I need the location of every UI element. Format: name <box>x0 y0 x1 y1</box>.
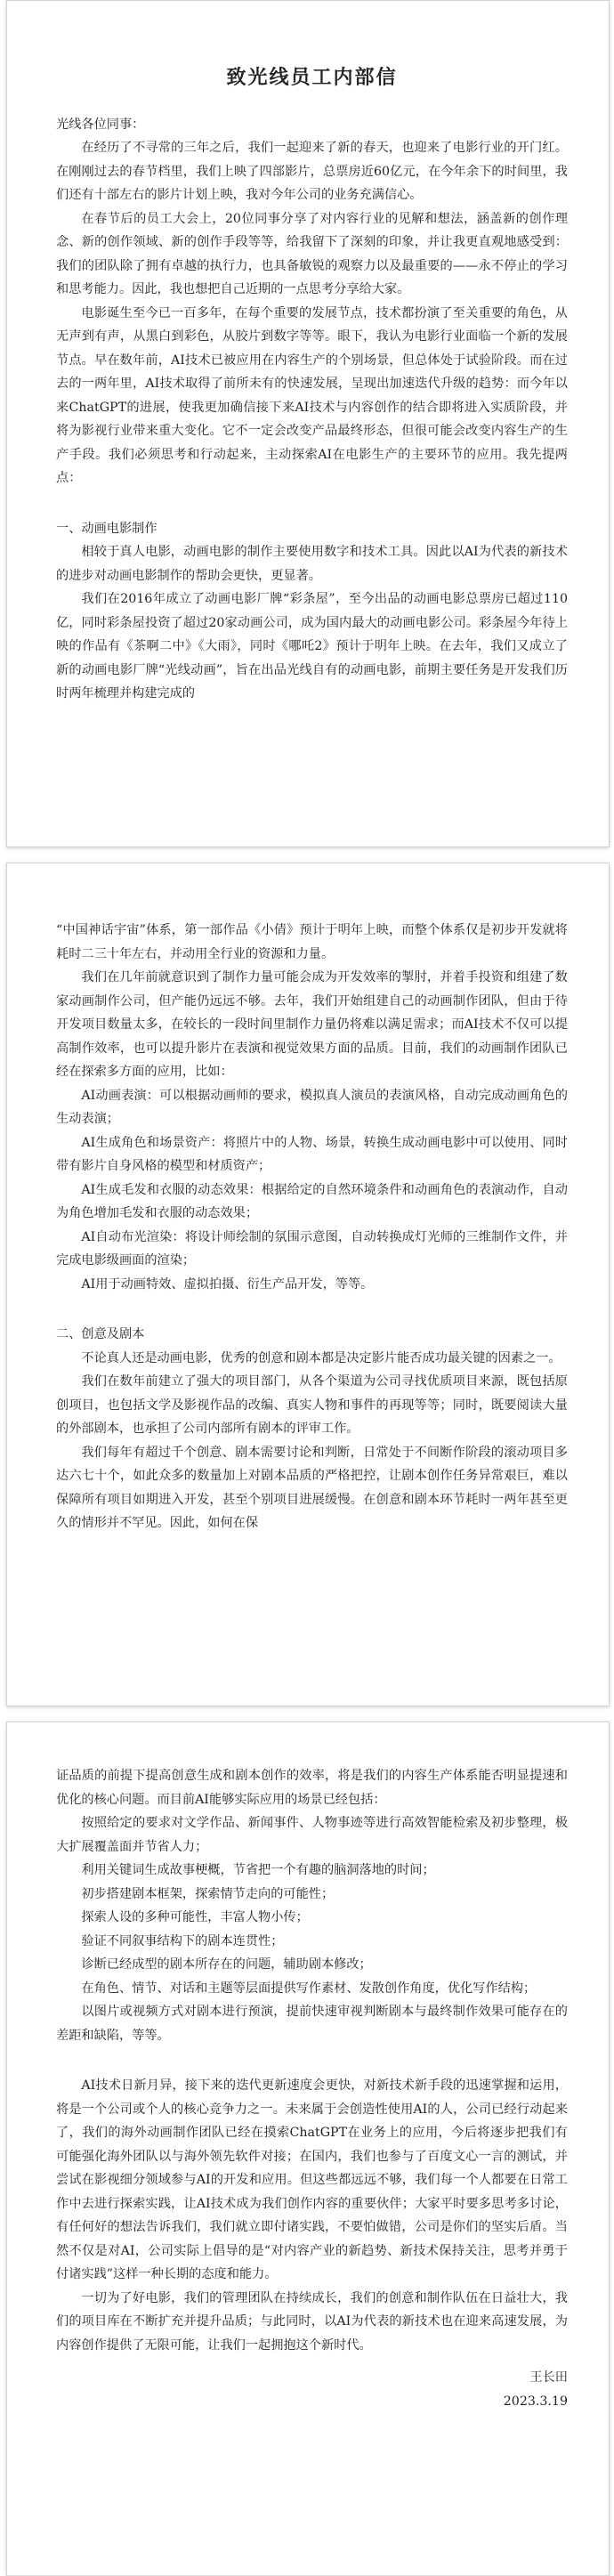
section-heading: 二、创意及剧本 <box>56 1327 145 1341</box>
letter-page-1 <box>6 0 610 847</box>
paragraph: 在春节后的员工大会上，20位同事分享了对内容行业的见解和想法，涵盖新的创作理念、新的创作领域、新的创作手段等等，给我留下了深刻的印象，并让我更直观地感受到：我们的团队除了拥有卓越的执行力，也具备敏锐的观察力以及最重要的——永不停止的学习和思考能力。因此，我也想把自己近期的一点思考分享给大家。 <box>56 211 568 296</box>
list-item: 按照给定的要求对文学作品、新闻事件、人物事迹等进行高效智能检索及初步整理，极大扩展覆盖面并节省人力； <box>56 1816 568 1854</box>
paragraph: 我们在2016年成立了动画电影厂牌“彩条屋”，至今出品的动画电影总票房已超过110亿，同时彩条屋投资了超过20家动画公司，成为国内最大的动画电影公司。彩条屋今年待上映的作品有《茶啊二中》《大雨》，同时《哪吒2》预计于明年上映。在去年，我们又成立了新的动画电影厂牌“光线动画”，旨在出品光线自有的动画电影，前期主要任务是开发我们历时两年梳理并构建完成的 <box>56 592 568 701</box>
paragraph: AI技术日新月异，接下来的迭代更新速度会更快，对新技术新手段的迅速掌握和运用，将是一个公司或个人的核心竞争力之一。未来属于会创造性使用AI的人，公司已经行动起来了，我们的海外动画制作团队已经在摸索ChatGPT在业务上的应用，今后将逐步把我们有可能强化海外团队以与海外领先软件对接；在国内，我们也参与了百度文心一言的测试，并尝试在影视细分领域参与AI的开发和应用。但这些都远远不够，我们每一个人都要在日常工作中去进行探索实践，让AI技术成为我们创作内容的重要伙伴；大家平时要多思考多讨论，有任何好的想法告诉我们，我们就立即付诸实践，不要怕做错，公司是你们的坚实后盾。当然不仅是对AI，公司实际上倡导的是“对内容产业的新趋势、新技术保持关注，思考并勇于付诸实践”这样一种长期的态度和能力。 <box>56 2078 568 2281</box>
list-item: 初步搭建剧本框架，探索情节走向的可能性； <box>81 1886 335 1901</box>
date: 2023.3.19 <box>503 2394 568 2409</box>
list-item: 利用关键词生成故事梗概，节省把一个有趣的脑洞落地的时间； <box>81 1863 435 1877</box>
paragraph: 电影诞生至今已一百多年，在每个重要的发展节点，技术都扮演了至关重要的角色，从无声到有声，从黑白到彩色，从胶片到数字等等。眼下，我认为电影行业面临一个新的发展节点。早在数年前，AI技术已被应用在内容生产的个别场景，但总体处于试验阶段。而在过去的一两年里，AI技术取得了前所未有的快速发展，呈现出加速迭代升级的趋势：而今年以来ChatGPT的进展，使我更加确信接下来AI技术与内容创作的结合即将进入实质阶段，并将为影视行业带来重大变化。它不一定会改变产品最终形态，但很可能会改变内容生产的生产手段。我们必须思考和行动起来，主动探索AI在电影生产的主要环节的应用。我先提两点： <box>56 305 568 485</box>
list-item: 以图片或视频方式对剧本进行预演，提前快速审视判断剧本与最终制作效果可能存在的差距和缺陷，等等。 <box>56 2005 568 2043</box>
paragraph: “中国神话宇宙”体系，第一部作品《小倩》预计于明年上映，而整个体系仅是初步开发就将耗时二三十年左右，并动用全行业的资源和力量。 <box>56 923 568 961</box>
letter-title: 致光线员工内部信 <box>226 66 398 89</box>
paragraph: 我们在几年前就意识到了制作力量可能会成为开发效率的掣肘，并着手投资和组建了数家动画制作公司，但产能仍远远不够。去年，我们开始组建自己的动画制作团队，但由于待开发项目数量太多，在较长的一段时间里制作力量仍将难以满足需求；而AI技术不仅可以提高制作效率，也可以提升影片在表演和视觉效果方面的品质。目前，我们的动画制作团队已经在探索多方面的应用，比如： <box>56 970 568 1079</box>
signature: 王长田 <box>529 2370 568 2385</box>
letter-page-3 <box>6 1721 610 2576</box>
list-item: 诊断已经成型的剧本所存在的问题，辅助剧本修改； <box>81 1957 372 1972</box>
greeting: 光线各位同事： <box>56 117 145 132</box>
list-item: AI自动布光渲染：将设计师绘制的氛围示意图，自动转换成灯光师的三维制作文件，并完成电影级画面的渲染； <box>56 1229 568 1268</box>
list-item: AI动画表演：可以根据动画师的要求，模拟真人演员的表演风格，自动完成动画角色的生动表演； <box>56 1088 568 1126</box>
paragraph: 相较于真人电影，动画电影的制作主要使用数字和技术工具。因此以AI为代表的新技术的进步对动画电影制作的帮助会更快，更显著。 <box>56 545 568 583</box>
list-item: 在角色、情节、对话和主题等层面提供写作素材、发散创作角度，优化写作结构； <box>81 1981 537 1996</box>
letter-page-2 <box>6 863 610 1706</box>
paragraph: 在经历了不寻常的三年之后，我们一起迎来了新的春天，也迎来了电影行业的开门红。在刚刚过去的春节档里，我们上映了四部影片，总票房近60亿元，在今年余下的时间里，我们还有十部左右的影片计划上映，我对今年公司的业务充满信心。 <box>56 141 568 202</box>
list-item: AI生成毛发和衣服的动态效果：根据给定的自然环境条件和动画角色的表演动作，自动为角色增加毛发和衣服的动态效果； <box>56 1182 568 1220</box>
list-item: AI用于动画特效、虚拟拍摄、衍生产品开发，等等。 <box>81 1276 374 1292</box>
paragraph: 我们每年有超过千个创意、剧本需要讨论和判断，日常处于不间断作阶段的滚动项目多达六七十个，如此众多的数量加上对剧本品质的严格把控，让剧本创作任务异常艰巨，难以保障所有项目如期进入开发，甚至个别项目进展缓慢。在创意和剧本环节耗时一两年甚至更久的情形并不罕见。因此，如何在保 <box>56 1445 568 1530</box>
section-heading: 一、动画电影制作 <box>56 521 158 536</box>
list-item: 探索人设的多种可能性，丰富人物小传； <box>81 1910 309 1924</box>
list-item: AI生成角色和场景资产：将照片中的人物、场景，转换生成动画电影中可以使用、同时带有影片自身风格的模型和材质资产； <box>56 1135 568 1173</box>
list-item: 验证不同叙事结构下的剧本连贯性； <box>81 1933 284 1948</box>
paragraph: 证品质的前提下提高创意生成和剧本创作的效率，将是我们的内容生产体系能否明显提速和优化的核心问题。而目前AI能够实际应用的场景已经包括： <box>56 1769 568 1807</box>
paragraph: 我们在数年前建立了强大的项目部门，从各个渠道为公司寻找优质项目来源，既包括原创项目，也包括文学及影视作品的改编、真实人物和事件的再现等等；同时，既要阅读大量的外部剧本，也承担了公司内部所有剧本的评审工作。 <box>56 1374 568 1436</box>
paragraph: 一切为了好电影，我们的管理团队在持续成长，我们的创意和制作队伍在日益壮大，我们的项目库在不断扩充并提升品质；与此同时，以AI为代表的新技术也在迎来高速发展，为内容创作提供了无限可能，让我们一起拥抱这个新时代。 <box>56 2290 568 2353</box>
paragraph: 不论真人还是动画电影，优秀的创意和剧本都是决定影片能否成功最关键的因素之一。 <box>81 1350 561 1365</box>
